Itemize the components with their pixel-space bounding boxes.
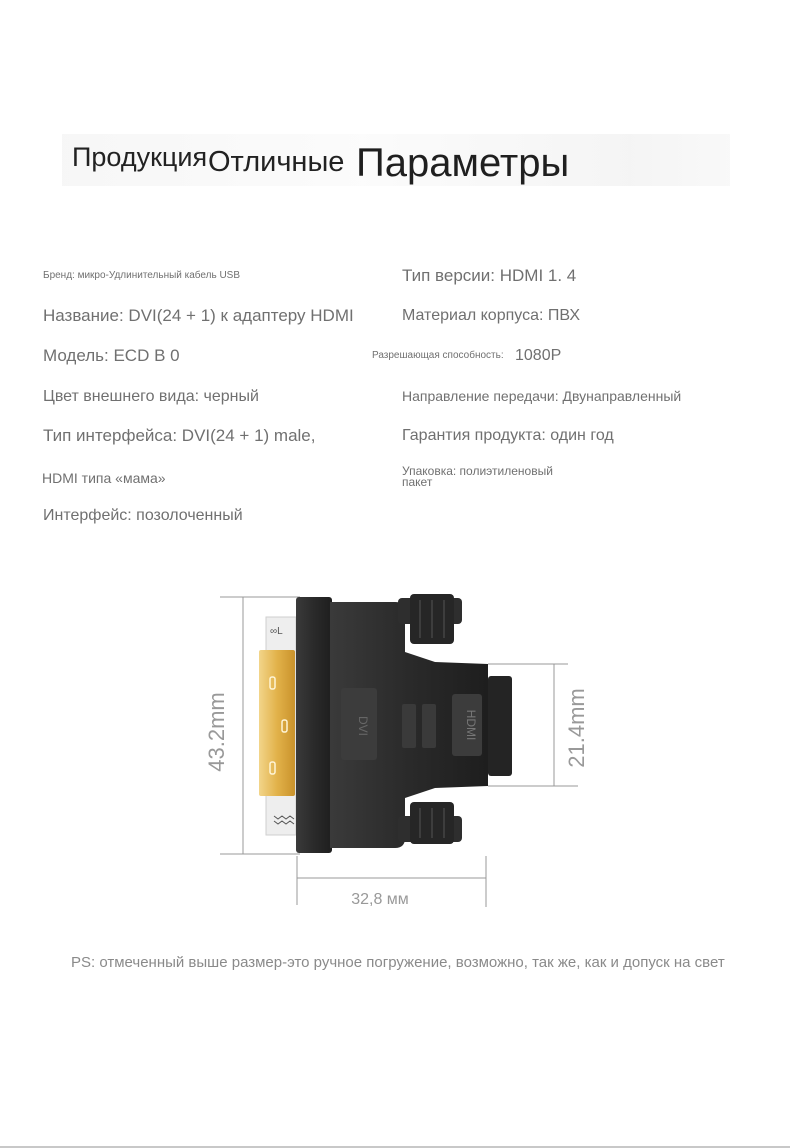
hdmi-height-dimension-label: 21.4mm (564, 688, 589, 768)
spec-resolution-value: 1080P (515, 347, 562, 364)
spec-version: Тип версии: HDMI 1. 4 (402, 266, 577, 285)
spec-name: Название: DVI(24 + 1) к адаптеру HDMI (43, 306, 354, 325)
dimension-note: PS: отмеченный выше размер-это ручное погружение, возможно, так же, как и допуск на свет (71, 954, 725, 971)
width-dimension-label: 32,8 мм (351, 891, 409, 908)
spec-direction: Направление передачи: Двунаправленный (402, 388, 682, 404)
title-part-3: Параметры (356, 141, 570, 185)
marking-label: ∞L (270, 626, 283, 637)
title-part-1: Продукция (72, 142, 208, 172)
spec-plating: Интерфейс: позолоченный (43, 507, 243, 524)
adapter-diagram (0, 580, 790, 920)
spec-interface-type-line-2: HDMI типа «мама» (42, 470, 166, 486)
hdmi-logo-label: HDMI (464, 709, 478, 741)
adapter-body-icon (296, 594, 512, 853)
spec-brand: Бренд: микро-Удлинительный кабель USB (43, 270, 241, 281)
height-dimension-label: 43.2mm (204, 692, 229, 772)
spec-material: Материал корпуса: ПВХ (402, 307, 581, 324)
spec-interface-type-line-1: Тип интерфейса: DVI(24 + 1) male, (43, 426, 316, 445)
title-part-2: Отличные (208, 146, 345, 178)
spec-packaging-line-1: Упаковка: полиэтиленовый (402, 464, 553, 478)
spec-warranty: Гарантия продукта: один год (402, 427, 614, 444)
spec-model: Модель: ECD B 0 (43, 346, 180, 365)
spec-packaging-line-2: пакет (402, 475, 433, 489)
spec-color: Цвет внешнего вида: черный (43, 388, 259, 405)
dvi-logo-label: DVI (356, 715, 370, 737)
dvi-plug-icon (259, 617, 296, 835)
spec-resolution-label: Разрешающая способность: (372, 350, 504, 361)
